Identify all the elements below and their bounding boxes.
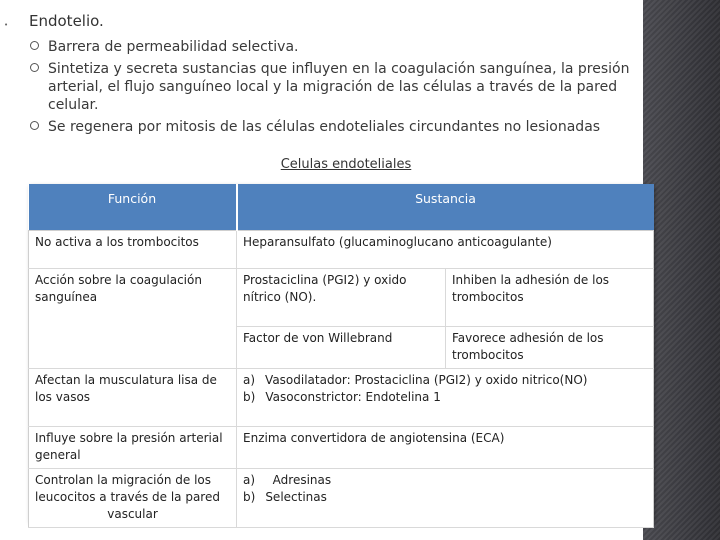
- ring-bullet-icon: [30, 121, 39, 130]
- table-row: [29, 231, 654, 269]
- table-row: [29, 369, 654, 427]
- table-row: [29, 469, 654, 528]
- function-cell: Afectan la musculatura lisa de los vasos: [29, 369, 237, 427]
- list-item: a) Adresinas: [243, 473, 332, 487]
- list-item: a) Vasodilatador: Prostaciclina (PGI2) y oxido nitrico(NO): [243, 373, 588, 387]
- function-cell: Acción sobre la coagulación sanguínea: [29, 269, 237, 369]
- substance-cell: [237, 369, 654, 427]
- function-cell: Influye sobre la presión arterial general: [29, 427, 237, 469]
- table-header-row: [29, 184, 654, 231]
- substance-cell: Enzima convertidora de angiotensina (ECA): [237, 427, 654, 469]
- substance-cell: [237, 469, 654, 528]
- effect-cell: Favorece adhesión de los trombocitos: [446, 327, 654, 369]
- header-substance: Sustancia: [237, 184, 654, 231]
- substance-cell: Heparansulfato (glucaminoglucano anticoagulante): [237, 231, 654, 269]
- ring-bullet-icon: [30, 63, 39, 72]
- function-cell: No activa a los trombocitos: [29, 231, 237, 269]
- table-row: [29, 269, 654, 327]
- list-item: b) Vasoconstrictor: Endotelina 1: [243, 390, 441, 404]
- list-item: b) Selectinas: [243, 490, 327, 504]
- bullet-dot-icon: •: [4, 21, 9, 29]
- effect-cell: Inhiben la adhesión de los trombocitos: [446, 269, 654, 327]
- header-function: Función: [29, 184, 237, 231]
- function-cell: Controlan la migración de los leucocitos a través de la pared vascular: [29, 469, 237, 528]
- bullet-item: Se regenera por mitosis de las células endoteliales circundantes no lesionadas: [30, 118, 642, 136]
- bullet-item: Barrera de permeabilidad selectiva.: [30, 38, 642, 56]
- decorative-side-band: [643, 0, 720, 540]
- bullet-list: [30, 38, 642, 140]
- table-row: [29, 427, 654, 469]
- slide-heading: Endotelio.: [29, 12, 104, 30]
- table-caption: Celulas endoteliales: [280, 157, 412, 172]
- endothelial-cells-table: [28, 184, 654, 528]
- table-container: [28, 184, 653, 521]
- ring-bullet-icon: [30, 41, 39, 50]
- substance-cell: Factor de von Willebrand: [237, 327, 446, 369]
- bullet-item: Sintetiza y secreta sustancias que influyen en la coagulación sanguínea, la presión arterial, el flujo sanguíneo local y la migración de las células a través de la pared celular.: [30, 60, 642, 114]
- substance-cell: Prostaciclina (PGI2) y oxido nítrico (NO).: [237, 269, 446, 327]
